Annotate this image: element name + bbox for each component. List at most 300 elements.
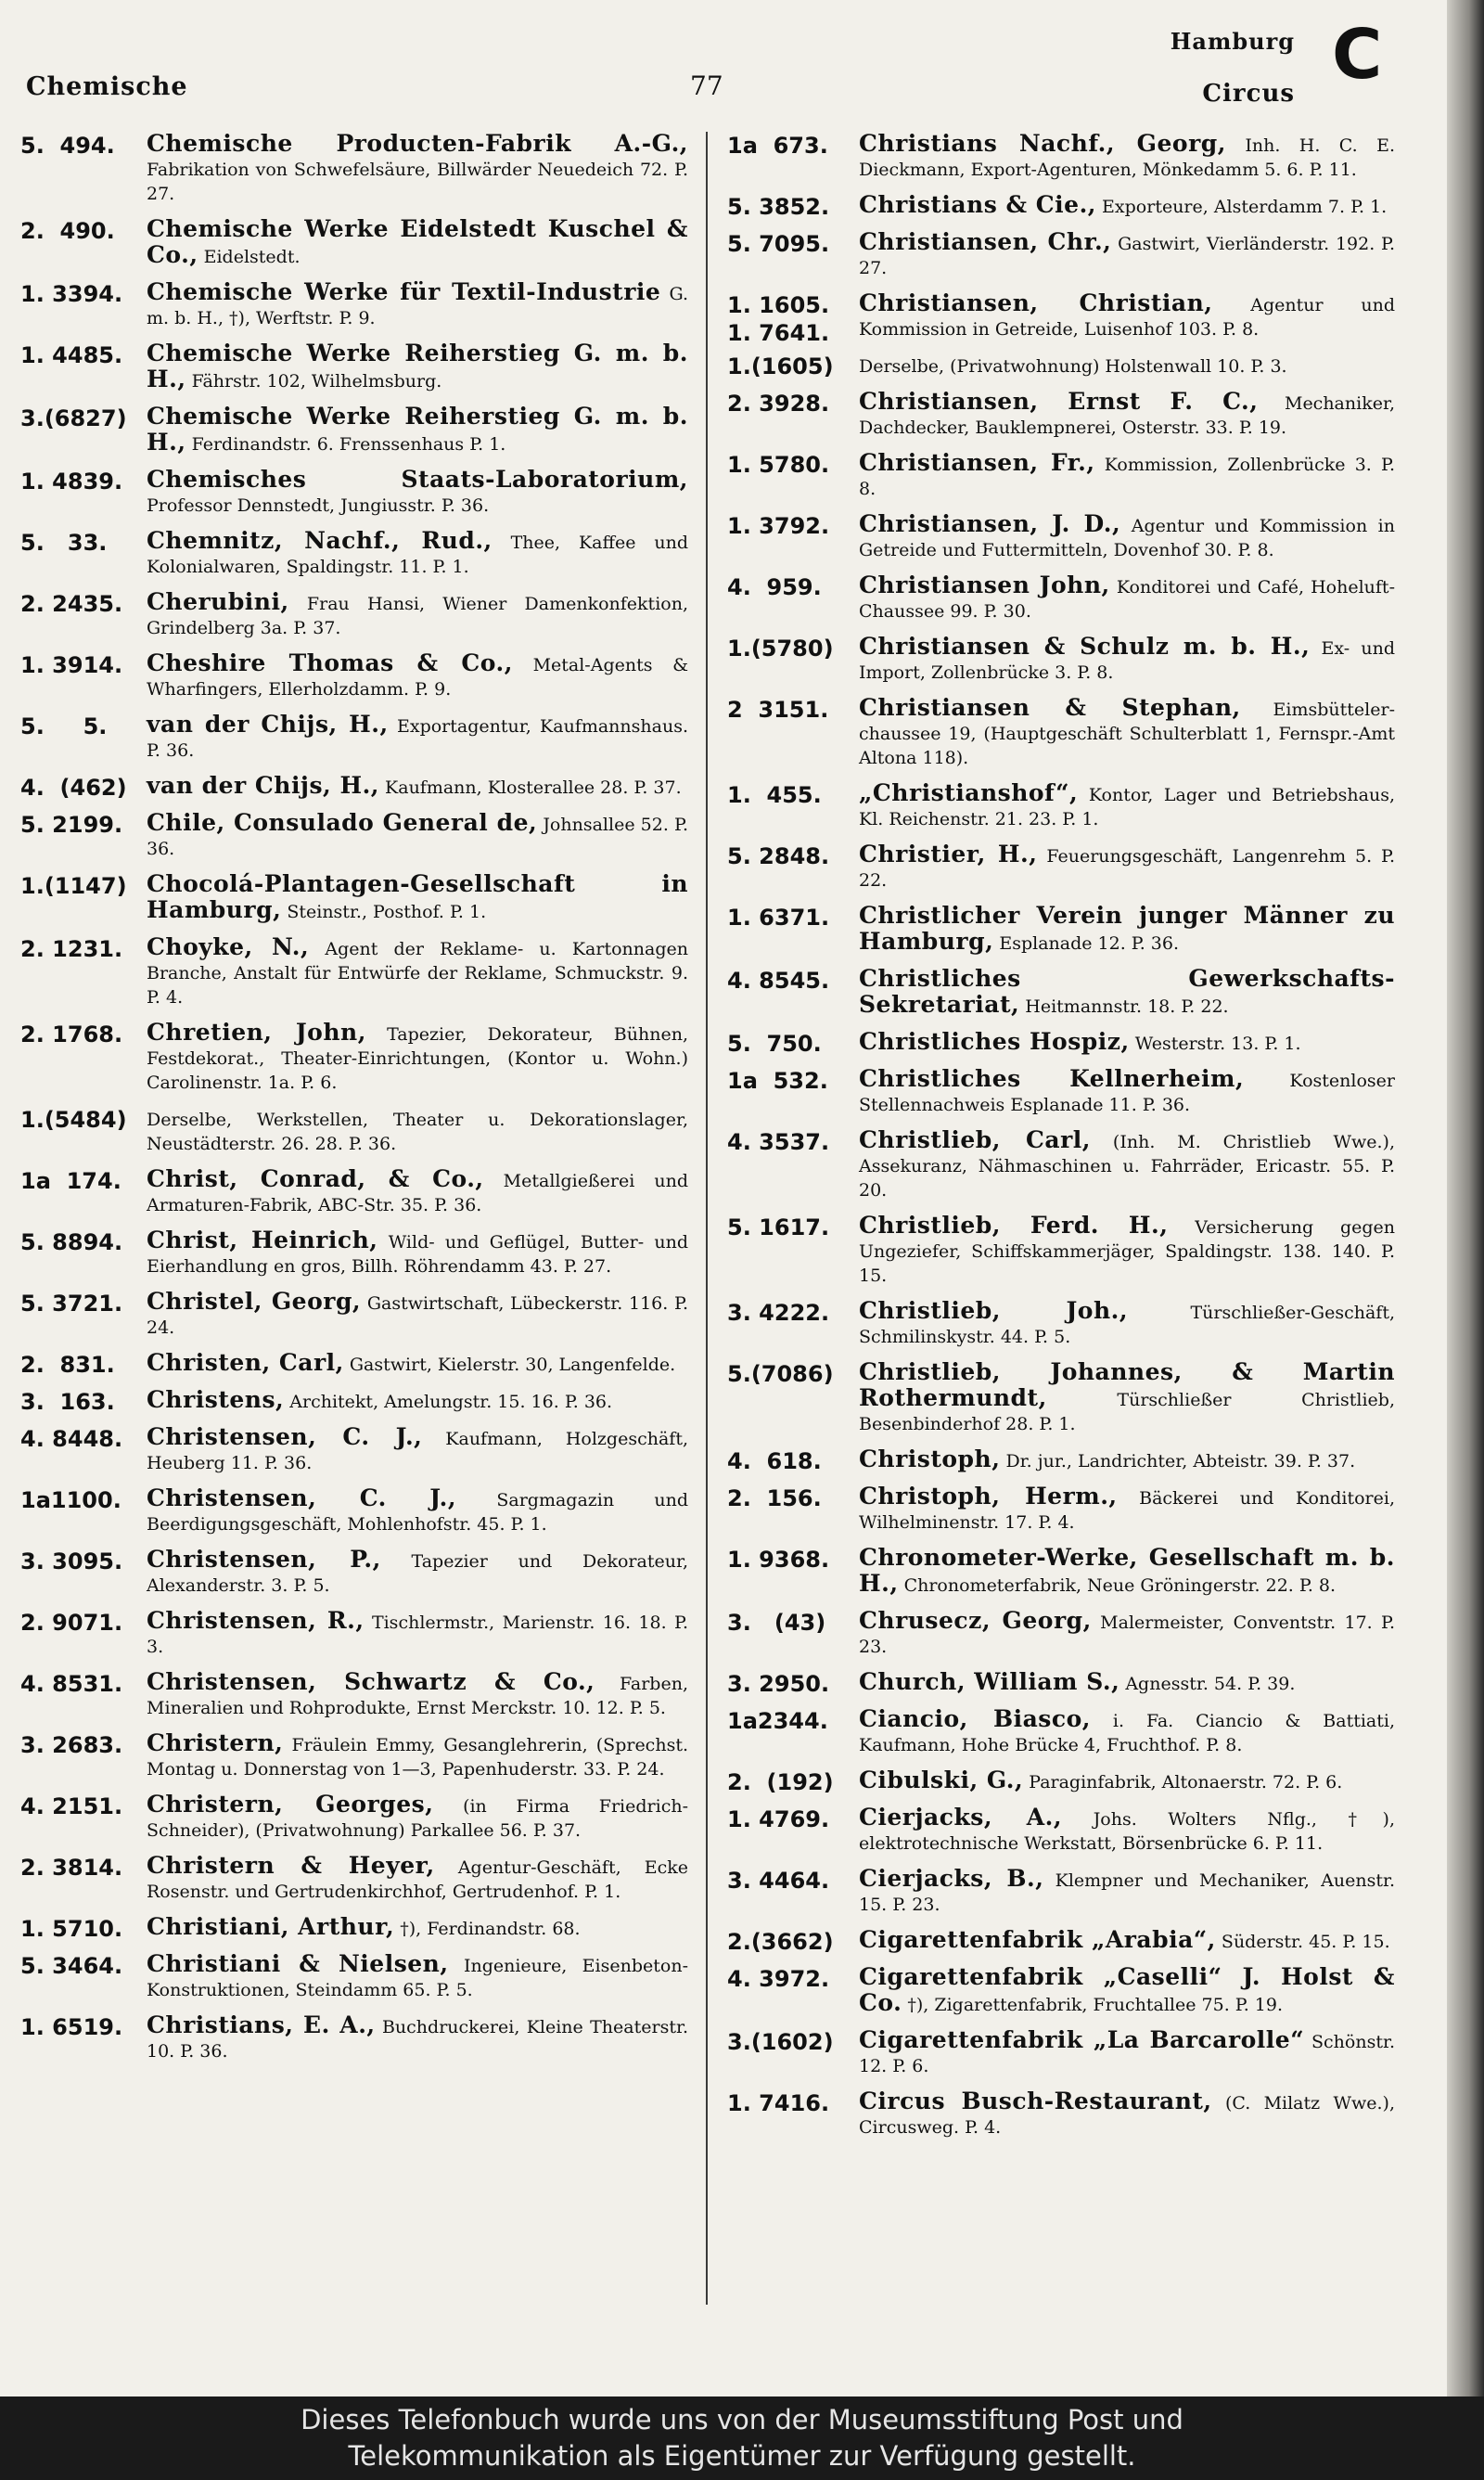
entry-text	[147, 872, 688, 924]
entry-details: Türschließer-Geschäft, Schmilinskystr. 44. P. 5.	[859, 1303, 1395, 1347]
entry-name: Cigarettenfabrik „Arabia“,	[859, 1926, 1216, 1953]
page-header	[0, 0, 1447, 121]
directory-entry	[727, 967, 1395, 1019]
directory-entry	[727, 573, 1395, 623]
entry-name: Christians & Cie.,	[859, 191, 1096, 218]
entry-details: Türschließer Christlieb, Besenbinderhof 28. P. 1.	[859, 1390, 1395, 1434]
entry-text	[147, 1854, 688, 1904]
entry-name: Cierjacks, A.,	[859, 1804, 1063, 1831]
section-letter: C	[1332, 15, 1383, 95]
entry-text	[147, 1952, 688, 2002]
entry-details: Gastwirt, Vierländerstr. 192. P. 27.	[859, 234, 1395, 278]
entry-name: Christliches Gewerkschafts-Sekretariat,	[859, 965, 1395, 1018]
entry-text	[147, 811, 688, 861]
entry-details: Tapezier, Dekorateur, Bühnen, Festdekorat., Theater-Einrichtungen, (Kontor u. Wohn.) Carolinenstr. 1a. P. 6.	[147, 1024, 688, 1093]
entry-text	[859, 353, 1395, 379]
entry-details: Kommission, Zollenbrücke 3. P. 8.	[859, 455, 1395, 499]
directory-entry	[727, 1707, 1395, 1757]
phone-number: 1.(5484)	[20, 1107, 127, 1133]
phone-number: 4. 8531.	[20, 1671, 123, 1697]
entry-text	[147, 1793, 688, 1843]
entry-text	[859, 132, 1395, 182]
entry-text	[859, 696, 1395, 770]
entry-name: Choyke, N.,	[147, 933, 310, 960]
entry-details: Farben, Mineralien und Rohprodukte, Ernst Merckstr. 10. 12. P. 5.	[147, 1674, 688, 1718]
directory-entry	[727, 512, 1395, 562]
phone-number: 2. 3814.	[20, 1855, 123, 1881]
phone-number: 1. 3914.	[20, 652, 123, 678]
phone-number: 2. 1231.	[20, 936, 123, 962]
entry-text	[147, 341, 688, 393]
directory-entry	[727, 1128, 1395, 1202]
entry-name: Christern, Georges,	[147, 1791, 434, 1818]
phone-number: 4. 3972.	[727, 1966, 830, 1992]
entry-name: Christ, Heinrich,	[147, 1227, 378, 1253]
entry-name: Cibulski, G.,	[859, 1767, 1024, 1793]
entry-name: Christiansen, Ernst F. C.,	[859, 388, 1259, 415]
entry-text	[859, 1030, 1395, 1056]
phone-number: 3.(1602)	[727, 2029, 834, 2055]
phone-number: 2. 156.	[727, 1485, 822, 1511]
header-range: Circus	[1202, 80, 1295, 108]
phone-number: 2. (192)	[727, 1769, 834, 1795]
entry-text	[859, 1965, 1395, 2017]
entry-text	[147, 1548, 688, 1598]
entry-text	[859, 2089, 1395, 2139]
entry-text	[147, 1351, 688, 1377]
entry-details: †), Ferdinandstr. 68.	[400, 1919, 581, 1939]
directory-entry	[20, 1609, 688, 1659]
phone-number: 1. 1605. 1. 7641.	[727, 292, 830, 346]
directory-entry	[727, 132, 1395, 182]
phone-number: 5. 2848.	[727, 843, 830, 869]
phone-number: 5. 33.	[20, 530, 108, 556]
entry-details: Metal-Agents & Wharfingers, Ellerholzdamm. P. 9.	[147, 655, 688, 700]
phone-number: 3. 4222.	[727, 1300, 830, 1326]
entry-details: Exportagentur, Kaufmannshaus. P. 36.	[147, 716, 688, 761]
entry-details: Professor Dennstedt, Jungiusstr. P. 36.	[147, 495, 490, 516]
directory-entry	[20, 132, 688, 206]
entry-name: Christoph,	[859, 1446, 1001, 1472]
phone-number: 3. (43)	[727, 1610, 826, 1636]
phone-number: 5. 7095.	[727, 231, 830, 257]
entry-text	[147, 713, 688, 763]
entry-name: Christel, Georg,	[147, 1288, 362, 1315]
entry-text	[859, 1670, 1395, 1696]
entry-text	[147, 1425, 688, 1475]
entry-details: Kaufmann, Klosterallee 28. P. 37.	[385, 777, 682, 798]
entry-details: Ex- und Import, Zollenbrücke 3. P. 8.	[859, 638, 1395, 683]
entry-text	[147, 468, 688, 518]
entry-text	[859, 1299, 1395, 1349]
phone-number: 3. 2683.	[20, 1732, 123, 1758]
entry-details: Konditorei und Café, Hoheluft-Chaussee 99. P. 30.	[859, 577, 1395, 622]
entry-text	[859, 1360, 1395, 1436]
entry-details: Inh. H. C. E. Dieckmann, Export-Agenturen, Mönkedamm 5. 6. P. 11.	[859, 135, 1395, 180]
directory-entry	[727, 1360, 1395, 1436]
entry-name: Chretien, John,	[147, 1019, 366, 1046]
footer-note	[0, 2396, 1484, 2480]
entry-name: Christiansen, Christian,	[859, 289, 1213, 316]
entry-name: Chemische Werke Reiherstieg G. m. b. H.,	[147, 340, 688, 392]
entry-text	[859, 1546, 1395, 1598]
entry-details: Kaufmann, Holzgeschäft, Heuberg 11. P. 36.	[147, 1429, 689, 1473]
phone-number: 1a 673.	[727, 133, 828, 159]
phone-number: 1. 4769.	[727, 1806, 830, 1832]
entry-text	[147, 651, 688, 701]
directory-entry	[727, 781, 1395, 831]
directory-entry	[20, 1021, 688, 1095]
entry-text	[147, 590, 688, 640]
entry-text	[147, 529, 688, 579]
phone-number: 2 3151.	[727, 697, 829, 723]
phone-number: 3.(6827)	[20, 405, 127, 431]
entry-details: Feuerungsgeschäft, Langenrehm 5. P. 22.	[859, 846, 1395, 891]
phone-number: 5. 5.	[20, 713, 108, 739]
directory-entry	[20, 935, 688, 1009]
directory-entry	[20, 1548, 688, 1598]
entry-text	[859, 193, 1395, 219]
entry-details: Steinstr., Posthof. P. 1.	[287, 902, 487, 922]
phone-number: 5. 750.	[727, 1031, 822, 1057]
entry-name: Christiani, Arthur,	[147, 1913, 395, 1940]
entry-details: Chronometerfabrik, Neue Gröningerstr. 22. P. 8.	[903, 1575, 1337, 1596]
phone-number: 1. 455.	[727, 782, 822, 808]
phone-number: 5. 3852.	[727, 194, 830, 220]
page-edge	[1447, 0, 1484, 2396]
directory-entry	[20, 811, 688, 861]
header-left-title: Chemische	[26, 72, 188, 101]
directory-entry	[20, 280, 688, 330]
directory-entry	[20, 774, 688, 800]
entry-text	[147, 1290, 688, 1340]
directory-entry	[20, 872, 688, 924]
directory-entry	[20, 405, 688, 456]
entry-name: Christens,	[147, 1386, 285, 1413]
entry-name: Christiansen, J. D.,	[859, 510, 1121, 537]
directory-entry	[20, 1228, 688, 1279]
phone-number: 1. 6519.	[20, 2014, 123, 2040]
directory-entry	[20, 1854, 688, 1904]
entry-details: Agentur-Geschäft, Ecke Rosenstr. und Gertrudenkirchhof, Gertrudenhof. P. 1.	[147, 1857, 688, 1902]
entry-details: Malermeister, Conventstr. 17. P. 23.	[859, 1613, 1396, 1657]
entry-name: Chemische Producten-Fabrik A.-G.,	[147, 130, 688, 157]
entry-name: van der Chijs, H.,	[147, 772, 379, 799]
entry-details: Johnsallee 52. P. 36.	[147, 815, 688, 859]
directory-entry	[727, 904, 1395, 956]
entry-text	[859, 842, 1395, 893]
entry-text	[147, 1021, 688, 1095]
entry-details: Architekt, Amelungstr. 15. 16. P. 36.	[289, 1392, 613, 1412]
phone-number: 1a 532.	[727, 1068, 828, 1094]
entry-details: G. m. b. H., †), Werftstr. P. 9.	[147, 284, 688, 328]
entry-details: Mechaniker, Dachdecker, Bauklempnerei, Osterstr. 33. P. 19.	[859, 393, 1395, 438]
phone-number: 5. 494.	[20, 133, 115, 159]
entry-text	[859, 1805, 1395, 1856]
directory-entry	[20, 1486, 688, 1536]
entry-name: Christiansen, Fr.,	[859, 449, 1095, 476]
entry-details: Heitmannstr. 18. P. 22.	[1025, 996, 1229, 1017]
entry-details: Tapezier und Dekorateur, Alexanderstr. 3. P. 5.	[147, 1551, 688, 1596]
phone-number: 2. 9071.	[20, 1610, 123, 1636]
entry-details: Bäckerei und Konditorei, Wilhelminenstr. 17. P. 4.	[859, 1488, 1395, 1533]
entry-name: Christensen, C. J.,	[147, 1484, 457, 1511]
entry-name: Cheshire Thomas & Co.,	[147, 649, 513, 676]
entry-text	[859, 1609, 1395, 1659]
entry-name: Christliches Hospiz,	[859, 1028, 1130, 1055]
entry-text	[859, 390, 1395, 440]
directory-entry	[20, 1167, 688, 1217]
footer-line-1: Dieses Telefonbuch wurde uns von der Museumsstiftung Post und	[301, 2404, 1183, 2435]
entry-text	[859, 904, 1395, 956]
entry-text	[147, 1486, 688, 1536]
directory-entry	[20, 529, 688, 579]
phone-number: 5. 1617.	[727, 1214, 830, 1240]
entry-name: Chocolá-Plantagen-Gesellschaft in Hamburg,	[147, 870, 688, 923]
entry-text	[147, 935, 688, 1009]
entry-text	[859, 1447, 1395, 1473]
directory-entry	[727, 1484, 1395, 1535]
entry-name: Christensen, R.,	[147, 1607, 365, 1634]
directory-entry	[20, 1290, 688, 1340]
phone-number: 5. 3721.	[20, 1291, 123, 1317]
directory-entry	[727, 1928, 1395, 1954]
entry-text	[859, 781, 1395, 831]
entry-text	[147, 217, 688, 269]
entry-details: (Inh. M. Christlieb Wwe.), Assekuranz, Nähmaschinen u. Fahrräder, Ericastr. 55. P. 20.	[859, 1132, 1395, 1201]
directory-entry	[20, 1731, 688, 1781]
directory-entry	[727, 1965, 1395, 2017]
entry-text	[147, 280, 688, 330]
entry-text	[859, 635, 1395, 685]
entry-text	[859, 1128, 1395, 1202]
directory-entry	[727, 1805, 1395, 1856]
entry-details: Westerstr. 13. P. 1.	[1134, 1034, 1301, 1054]
phone-number: 1.(1147)	[20, 873, 127, 899]
phone-number: 5. 8894.	[20, 1229, 123, 1255]
phone-number: 1. 4485.	[20, 342, 123, 368]
entry-name: Chemnitz, Nachf., Rud.,	[147, 527, 493, 554]
directory-entry	[727, 451, 1395, 501]
entry-details: †), Zigarettenfabrik, Fruchtallee 75. P. 19.	[907, 1995, 1284, 2015]
phone-number: 1. 6371.	[727, 905, 830, 931]
directory-entry	[20, 217, 688, 269]
entry-details: Sargmagazin und Beerdigungsgeschäft, Mohlenhofstr. 45. P. 1.	[147, 1490, 688, 1535]
directory-entry	[727, 2028, 1395, 2078]
entry-details: Agnesstr. 54. P. 39.	[1125, 1674, 1296, 1694]
entry-text	[859, 2028, 1395, 2078]
entry-details: Johs. Wolters Nflg., †), elektrotechnische Werkstatt, Börsenbrücke 6. P. 11.	[859, 1809, 1396, 1854]
directory-entry	[727, 289, 1395, 346]
entry-details: Ferdinandstr. 6. Frenssenhaus P. 1.	[191, 434, 506, 455]
directory-entry	[20, 713, 688, 763]
phone-number: 1a2344.	[727, 1708, 828, 1734]
directory-entry	[727, 193, 1395, 219]
entry-details: Paraginfabrik, Altonaerstr. 72. P. 6.	[1029, 1772, 1343, 1793]
phone-number: 2.(3662)	[727, 1929, 834, 1955]
entry-text	[859, 230, 1395, 280]
directory-entry	[727, 635, 1395, 685]
entry-text	[859, 1867, 1395, 1917]
directory-entry	[727, 1067, 1395, 1117]
entry-name: Christensen, Schwartz & Co.,	[147, 1668, 595, 1695]
phone-number: 1a 174.	[20, 1168, 122, 1194]
directory-entry	[20, 341, 688, 393]
entry-name: Cierjacks, B.,	[859, 1865, 1044, 1892]
entry-name: Christoph, Herm.,	[859, 1483, 1118, 1510]
directory-entry	[20, 1106, 688, 1156]
directory-entry	[20, 1670, 688, 1720]
phone-number: 3. 4464.	[727, 1868, 830, 1894]
directory-entry	[20, 1793, 688, 1843]
phone-number: 2. 3928.	[727, 391, 830, 417]
phone-number: 2. 490.	[20, 218, 115, 244]
entry-name: Circus Busch-Restaurant,	[859, 2088, 1212, 2114]
entry-name: Christensen, C. J.,	[147, 1423, 423, 1450]
entry-text	[859, 967, 1395, 1019]
entry-name: Chemische Werke für Textil-Industrie	[147, 278, 661, 305]
entry-name: Cherubini,	[147, 588, 289, 615]
entry-name: Christern,	[147, 1729, 284, 1756]
entry-name: Christlieb, Carl,	[859, 1126, 1091, 1153]
entry-text	[147, 1228, 688, 1279]
entry-text	[147, 1106, 688, 1156]
entry-text	[859, 1707, 1395, 1757]
entry-details: Tischlermstr., Marienstr. 16. 18. P. 3.	[147, 1613, 688, 1657]
entry-details: Agentur und Kommission in Getreide und Futtermitteln, Dovenhof 30. P. 8.	[859, 516, 1395, 560]
directory-entry	[727, 1768, 1395, 1794]
phone-number: 5. 3464.	[20, 1953, 123, 1979]
entry-name: Christiansen & Stephan,	[859, 694, 1241, 721]
phone-number: 5. 2199.	[20, 812, 123, 838]
directory-entry	[727, 1867, 1395, 1917]
directory-entry	[20, 1952, 688, 2002]
phone-number: 1. 9368.	[727, 1547, 830, 1573]
directory-entry	[20, 2013, 688, 2063]
directory-entry	[727, 353, 1395, 379]
directory-entry	[20, 651, 688, 701]
entry-name: Christiansen, Chr.,	[859, 228, 1112, 255]
entry-details: Exporteure, Alsterdamm 7. P. 1.	[1102, 197, 1388, 217]
phone-number: 5.(7086)	[727, 1361, 834, 1387]
entry-name: Christiansen John,	[859, 572, 1110, 598]
entry-details: Eidelstedt.	[203, 247, 301, 267]
column-divider	[706, 132, 708, 2305]
phone-number: 4. 8545.	[727, 968, 830, 994]
entry-details: Gastwirtschaft, Lübeckerstr. 116. P. 24.	[147, 1293, 688, 1338]
entry-details: Eimsbütteler-chaussee 19, (Hauptgeschäft Schulterblatt 1, Fernspr.-Amt Altona 118).	[859, 700, 1395, 768]
entry-name: Christlieb, Ferd. H.,	[859, 1212, 1169, 1239]
entry-name: Christiansen & Schulz m. b. H.,	[859, 633, 1311, 660]
entry-name: Christiani & Nielsen,	[147, 1950, 449, 1977]
entry-details: Buchdruckerei, Kleine Theaterstr. 10. P. 36.	[147, 2017, 688, 2062]
entry-details: Derselbe, (Privatwohnung) Holstenwall 10. P. 3.	[859, 356, 1287, 377]
entry-name: Church, William S.,	[859, 1668, 1120, 1695]
entry-name: „Christianshof“,	[859, 779, 1079, 806]
directory-entry	[727, 1670, 1395, 1696]
entry-name: Christ, Conrad, & Co.,	[147, 1165, 484, 1192]
entry-details: Kostenloser Stellennachweis Esplanade 11. P. 36.	[859, 1071, 1395, 1115]
phone-number: 2. 831.	[20, 1352, 115, 1378]
entry-text	[147, 1388, 688, 1414]
entry-details: Thee, Kaffee und Kolonialwaren, Spaldingstr. 11. P. 1.	[147, 533, 688, 577]
entry-details: Metallgießerei und Armaturen-Fabrik, ABC-Str. 35. P. 36.	[147, 1171, 688, 1215]
entry-name: Chrusecz, Georg,	[859, 1607, 1092, 1634]
directory-entry	[20, 468, 688, 518]
entry-details: Fabrikation von Schwefelsäure, Billwärder Neuedeich 72. P. 27.	[147, 160, 688, 204]
directory-entry	[20, 1425, 688, 1475]
phone-number: 2. 2435.	[20, 591, 123, 617]
directory-entry	[20, 1351, 688, 1377]
entry-name: Christlicher Verein junger Männer zu Hamburg,	[859, 902, 1395, 955]
directory-entry	[727, 842, 1395, 893]
phone-number: 3. 163.	[20, 1389, 115, 1415]
phone-number: 2. 1768.	[20, 1022, 123, 1047]
phone-number: 4. 8448.	[20, 1426, 123, 1452]
entry-text	[859, 451, 1395, 501]
entry-text	[147, 1915, 688, 1941]
directory-entry	[20, 1915, 688, 1941]
entry-text	[147, 774, 688, 800]
phone-number: 1.(1605)	[727, 353, 834, 379]
footer-line-2: Telekommunikation als Eigentümer zur Verfügung gestellt.	[348, 2440, 1136, 2472]
directory-entry	[727, 2089, 1395, 2139]
entry-details: Dr. jur., Landrichter, Abteistr. 39. P. 37.	[1005, 1451, 1356, 1471]
directory-entry	[727, 1214, 1395, 1288]
phone-number: 4. 959.	[727, 574, 822, 600]
entry-text	[147, 132, 688, 206]
phone-number: 1.(5780)	[727, 636, 834, 662]
entry-name: Chronometer-Werke, Gesellschaft m. b. H.,	[859, 1544, 1395, 1597]
entry-name: Cigarettenfabrik „La Barcarolle“	[859, 2026, 1305, 2053]
entry-name: Chile, Consulado General de,	[147, 809, 538, 836]
entry-name: van der Chijs, H.,	[147, 711, 389, 738]
directory-entry	[20, 590, 688, 640]
page-number: 77	[690, 71, 723, 101]
entry-text	[147, 1167, 688, 1217]
directory-entry	[727, 1030, 1395, 1056]
entry-text	[859, 512, 1395, 562]
directory-entry	[727, 1609, 1395, 1659]
entry-details: (C. Milatz Wwe.), Circusweg. P. 4.	[859, 2093, 1395, 2138]
entry-details: Gastwirt, Kielerstr. 30, Langenfelde.	[349, 1355, 676, 1375]
entry-name: Ciancio, Biasco,	[859, 1705, 1091, 1732]
entry-name: Cigarettenfabrik „Caselli“ J. Holst & Co.	[859, 1963, 1395, 2016]
entry-details: Esplanade 12. P. 36.	[999, 933, 1180, 954]
phone-number: 4. 618.	[727, 1448, 822, 1474]
right-column	[727, 132, 1395, 2151]
entry-name: Christians Nachf., Georg,	[859, 130, 1226, 157]
entry-details: Agentur und Kommission in Getreide, Luisenhof 103. P. 8.	[859, 295, 1395, 340]
phone-number: 4. 3537.	[727, 1129, 830, 1155]
phone-number: 1a1100.	[20, 1487, 122, 1513]
entry-name: Christen, Carl,	[147, 1349, 344, 1376]
entry-text	[859, 1928, 1395, 1954]
phone-number: 1. 4839.	[20, 469, 123, 495]
directory-entry	[727, 390, 1395, 440]
directory-entry	[20, 1388, 688, 1414]
entry-details: Schönstr. 12. P. 6.	[859, 2032, 1395, 2076]
entry-text	[859, 291, 1395, 341]
phone-number: 3. 3095.	[20, 1548, 123, 1574]
phone-number: 4. 2151.	[20, 1793, 123, 1819]
entry-text	[147, 405, 688, 456]
entry-details: Wild- und Geflügel, Butter- und Eierhandlung en gros, Billh. Röhrendamm 43. P. 27.	[147, 1232, 688, 1277]
entry-details: Kontor, Lager und Betriebshaus, Kl. Reichenstr. 21. 23. P. 1.	[859, 785, 1395, 829]
phone-number: 1. 5710.	[20, 1916, 123, 1942]
entry-details: (in Firma Friedrich-Schneider), (Privatwohnung) Parkallee 56. P. 37.	[147, 1796, 688, 1841]
entry-text	[859, 1768, 1395, 1794]
